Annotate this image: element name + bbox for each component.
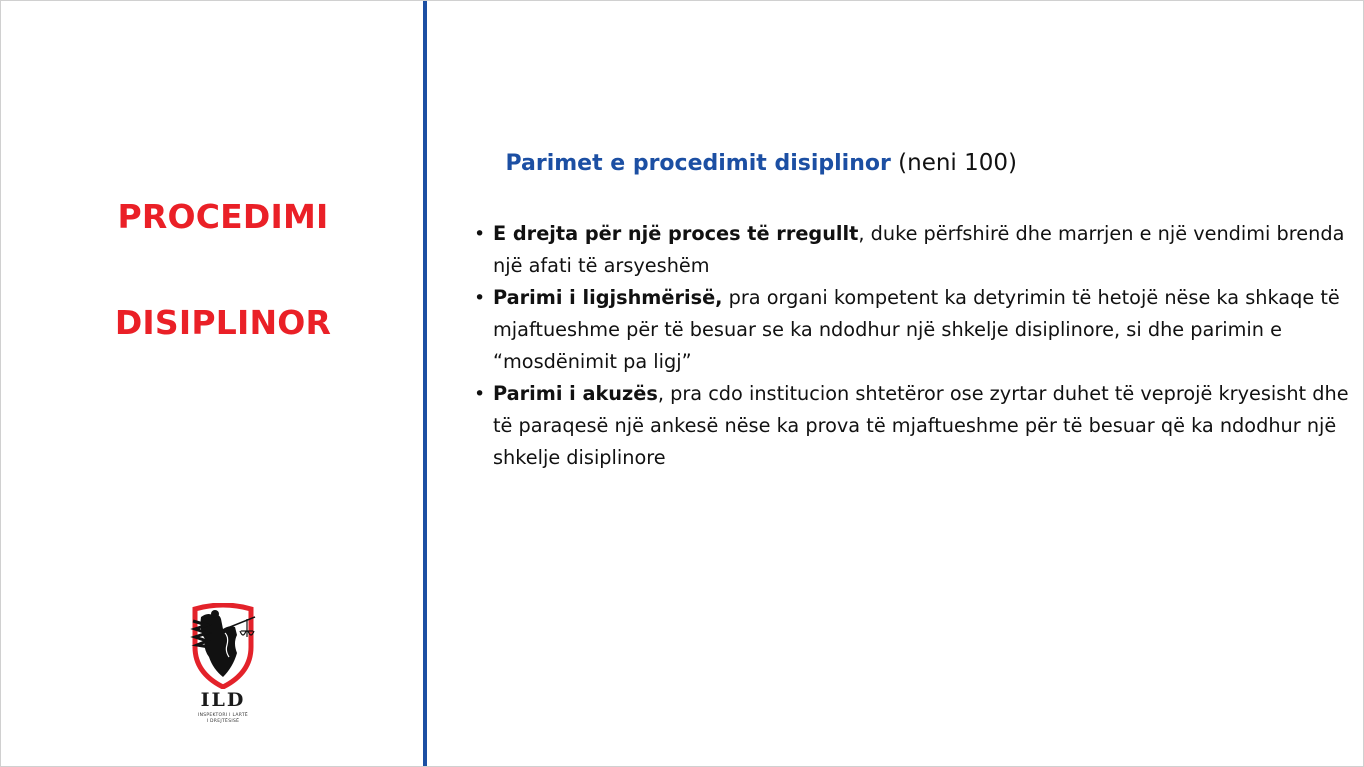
left-panel [1, 1, 425, 766]
heading-title: Parimet e procedimit disiplinor [505, 151, 891, 176]
list-item-bold: Parimi i akuzës [493, 382, 658, 405]
heading-suffix: (neni 100) [898, 150, 1017, 176]
bullet-icon: • [474, 223, 486, 245]
list-item-text: , pra cdo institucion shtetëror ose zyrtar duhet të veprojë kryesisht dhe të paraqesë një ankesë nëse ka prova të mjaftueshme për të besuar që ka ndodhur një shkelje disiplinore [493, 382, 1349, 469]
title-line-2: DISIPLINOR [114, 303, 332, 342]
list-item-bold: Parimi i ligjshmërisë, [493, 286, 723, 309]
list-item [474, 378, 1349, 474]
list-item-text: , duke përfshirë dhe marrjen e një vendimi brenda një afati të arsyeshëm [493, 222, 1345, 277]
list-item-text: pra organi kompetent ka detyrimin të hetojë nëse ka shkaqe të mjaftueshme për të besuar se ka ndodhur një shkelje disiplinore, si dhe parimin e “mosdënimit pa ligj” [493, 286, 1340, 373]
principles-list [474, 218, 1349, 474]
logo-subtitle-line-2: I DREJTËSISË [206, 719, 240, 724]
bullet-icon: • [474, 287, 486, 309]
list-item-bold: E drejta për një proces të rregullt [493, 222, 859, 245]
logo-acronym: ILD [200, 689, 246, 711]
right-panel [427, 1, 1363, 766]
ild-logo [185, 603, 261, 727]
eagle-justice-shield-icon [185, 603, 261, 689]
logo-subtitle-line-1: INSPEKTORI I LARTË [197, 713, 249, 718]
list-item [474, 218, 1349, 282]
list-item [474, 282, 1349, 378]
title-line-1: PROCEDIMI [117, 197, 329, 236]
section-heading [427, 146, 1017, 181]
bullet-icon: • [474, 383, 486, 405]
